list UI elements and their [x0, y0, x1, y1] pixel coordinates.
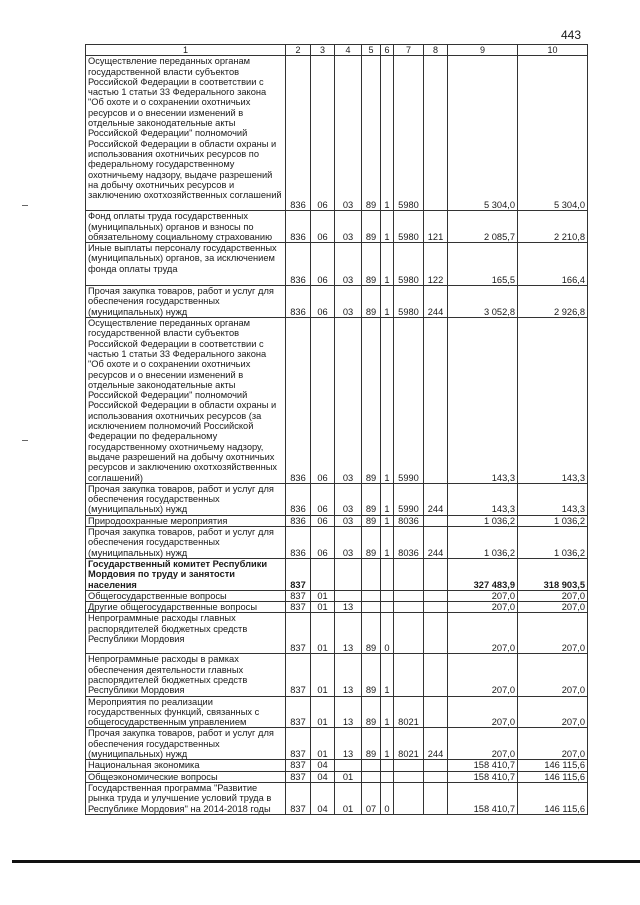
value-cell: 5990	[394, 483, 424, 515]
value-cell: 327 483,9	[448, 558, 518, 590]
value-cell: 04	[311, 771, 335, 782]
value-cell	[424, 318, 448, 484]
value-cell	[311, 558, 335, 590]
value-cell	[335, 590, 362, 601]
value-cell: 89	[362, 696, 381, 728]
value-cell: 5980	[394, 211, 424, 243]
header-cell: 8	[424, 45, 448, 56]
value-cell: 2 210,8	[518, 211, 588, 243]
header-cell: 6	[381, 45, 394, 56]
value-cell: 5 304,0	[448, 56, 518, 211]
value-cell: 89	[362, 56, 381, 211]
value-cell: 5980	[394, 243, 424, 286]
value-cell	[362, 602, 381, 613]
value-cell: 89	[362, 527, 381, 559]
row-name-cell: Фонд оплаты труда государственных (муниципальных) органов и взносы по обязательному социальному страхованию	[86, 211, 286, 243]
value-cell	[424, 602, 448, 613]
value-cell: 89	[362, 286, 381, 318]
value-cell: 207,0	[448, 613, 518, 654]
table-row	[86, 558, 588, 590]
value-cell: 01	[335, 782, 362, 814]
value-cell: 207,0	[518, 590, 588, 601]
value-cell: 158 410,7	[448, 760, 518, 771]
value-cell: 244	[424, 728, 448, 760]
header-row	[86, 45, 588, 56]
value-cell	[424, 56, 448, 211]
value-cell: 837	[286, 590, 311, 601]
value-cell: 165,5	[448, 243, 518, 286]
value-cell: 5980	[394, 56, 424, 211]
value-cell: 1	[381, 527, 394, 559]
value-cell: 837	[286, 728, 311, 760]
row-name-cell: Государственная программа "Развитие рынка труда и улучшение условий труда в Республике Мордовия" на 2014-2018 годы	[86, 782, 286, 814]
row-name-cell: Осуществление переданных органам государственной власти субъектов Российской Федерации в соответствии с частью 1 статьи 33 Федерального закона "Об охоте и о сохранении охотничьих ресурсов и о внесении изменений в отдельные законодательные акты Российской Федерации" полномочий Российской Федерации в области охраны и использования охотничьих ресурсов по федеральному государственному охотничьему надзору, выдаче разрешений на добычу охотничьих ресурсов и заключению охотхозяйственных соглашений	[86, 56, 286, 211]
value-cell: 1	[381, 654, 394, 696]
row-name-cell: Прочая закупка товаров, работ и услуг для обеспечения государственных (муниципальных) нужд	[86, 527, 286, 559]
value-cell	[394, 782, 424, 814]
header-cell: 3	[311, 45, 335, 56]
row-name-cell: Прочая закупка товаров, работ и услуг для обеспечения государственных (муниципальных) нужд	[86, 728, 286, 760]
value-cell: 146 115,6	[518, 760, 588, 771]
value-cell: 01	[311, 728, 335, 760]
value-cell: 837	[286, 558, 311, 590]
row-name-cell: Природоохранные мероприятия	[86, 515, 286, 526]
value-cell: 03	[335, 286, 362, 318]
value-cell: 207,0	[518, 696, 588, 728]
value-cell: 06	[311, 515, 335, 526]
table-row	[86, 56, 588, 211]
value-cell: 836	[286, 318, 311, 484]
value-cell: 0	[381, 613, 394, 654]
value-cell: 01	[311, 696, 335, 728]
value-cell: 5990	[394, 318, 424, 484]
value-cell	[424, 696, 448, 728]
value-cell: 1	[381, 56, 394, 211]
value-cell: 143,3	[448, 318, 518, 484]
value-cell	[362, 771, 381, 782]
row-name-cell: Общегосударственные вопросы	[86, 590, 286, 601]
value-cell	[381, 771, 394, 782]
row-name-cell: Общеэкономические вопросы	[86, 771, 286, 782]
value-cell: 89	[362, 483, 381, 515]
value-cell	[381, 602, 394, 613]
value-cell: 121	[424, 211, 448, 243]
row-name-cell: Прочая закупка товаров, работ и услуг для обеспечения государственных (муниципальных) нужд	[86, 483, 286, 515]
value-cell: 89	[362, 211, 381, 243]
value-cell: 03	[335, 527, 362, 559]
value-cell: 244	[424, 527, 448, 559]
table-row	[86, 527, 588, 559]
table-row	[86, 602, 588, 613]
value-cell: 89	[362, 728, 381, 760]
row-name-cell: Национальная экономика	[86, 760, 286, 771]
value-cell: 836	[286, 243, 311, 286]
value-cell: 03	[335, 318, 362, 484]
value-cell: 837	[286, 760, 311, 771]
value-cell: 89	[362, 318, 381, 484]
row-name-cell: Другие общегосударственные вопросы	[86, 602, 286, 613]
value-cell: 207,0	[518, 613, 588, 654]
page-number: 443	[561, 28, 582, 42]
value-cell	[381, 590, 394, 601]
value-cell: 06	[311, 527, 335, 559]
margin-mark	[22, 440, 28, 441]
value-cell: 1	[381, 728, 394, 760]
value-cell	[362, 760, 381, 771]
value-cell	[424, 760, 448, 771]
value-cell: 158 410,7	[448, 782, 518, 814]
value-cell: 837	[286, 696, 311, 728]
header-cell: 10	[518, 45, 588, 56]
value-cell: 143,3	[518, 483, 588, 515]
value-cell: 01	[335, 771, 362, 782]
table-row	[86, 483, 588, 515]
table-row	[86, 243, 588, 286]
margin-mark	[22, 205, 28, 206]
value-cell: 3 052,8	[448, 286, 518, 318]
value-cell: 89	[362, 243, 381, 286]
value-cell: 143,3	[518, 318, 588, 484]
header-cell: 5	[362, 45, 381, 56]
value-cell: 04	[311, 760, 335, 771]
value-cell: 03	[335, 483, 362, 515]
header-cell: 9	[448, 45, 518, 56]
value-cell	[335, 558, 362, 590]
value-cell: 06	[311, 211, 335, 243]
value-cell: 01	[311, 590, 335, 601]
value-cell: 03	[335, 515, 362, 526]
value-cell: 207,0	[448, 602, 518, 613]
row-name-cell: Непрограммные расходы главных распорядителей бюджетных средств Республики Мордовия	[86, 613, 286, 654]
value-cell: 146 115,6	[518, 771, 588, 782]
value-cell	[394, 602, 424, 613]
header-cell: 4	[335, 45, 362, 56]
value-cell	[394, 771, 424, 782]
value-cell: 89	[362, 515, 381, 526]
value-cell	[394, 558, 424, 590]
value-cell: 1 036,2	[448, 527, 518, 559]
value-cell: 837	[286, 782, 311, 814]
value-cell: 13	[335, 602, 362, 613]
value-cell: 01	[311, 602, 335, 613]
value-cell: 8021	[394, 728, 424, 760]
value-cell	[362, 590, 381, 601]
row-name-cell: Государственный комитет Республики Мордовия по труду и занятости населения	[86, 558, 286, 590]
value-cell: 8036	[394, 515, 424, 526]
table-row	[86, 728, 588, 760]
value-cell: 122	[424, 243, 448, 286]
value-cell: 836	[286, 527, 311, 559]
value-cell	[424, 782, 448, 814]
value-cell: 06	[311, 243, 335, 286]
value-cell: 207,0	[448, 654, 518, 696]
value-cell: 207,0	[518, 728, 588, 760]
value-cell: 837	[286, 613, 311, 654]
value-cell: 1	[381, 243, 394, 286]
row-name-cell: Непрограммные расходы в рамках обеспечения деятельности главных распорядителей бюджетных средств Республики Мордовия	[86, 654, 286, 696]
value-cell: 06	[311, 286, 335, 318]
value-cell: 1	[381, 696, 394, 728]
value-cell: 207,0	[518, 602, 588, 613]
value-cell: 07	[362, 782, 381, 814]
table-row	[86, 760, 588, 771]
table-row	[86, 782, 588, 814]
value-cell	[394, 613, 424, 654]
value-cell: 146 115,6	[518, 782, 588, 814]
row-name-cell: Иные выплаты персоналу государственных (муниципальных) органов, за исключением фонда оплаты труда	[86, 243, 286, 286]
header-cell: 2	[286, 45, 311, 56]
value-cell: 1 036,2	[518, 515, 588, 526]
value-cell: 1	[381, 483, 394, 515]
value-cell	[335, 760, 362, 771]
value-cell: 1	[381, 286, 394, 318]
table-row	[86, 590, 588, 601]
value-cell: 06	[311, 318, 335, 484]
value-cell: 2 085,7	[448, 211, 518, 243]
value-cell: 1	[381, 211, 394, 243]
value-cell	[424, 590, 448, 601]
table-row	[86, 286, 588, 318]
value-cell: 0	[381, 782, 394, 814]
value-cell: 13	[335, 696, 362, 728]
value-cell: 01	[311, 654, 335, 696]
value-cell: 837	[286, 654, 311, 696]
row-name-cell: Прочая закупка товаров, работ и услуг для обеспечения государственных (муниципальных) нужд	[86, 286, 286, 318]
value-cell: 03	[335, 243, 362, 286]
value-cell: 244	[424, 286, 448, 318]
value-cell: 1 036,2	[518, 527, 588, 559]
value-cell	[362, 558, 381, 590]
value-cell	[381, 558, 394, 590]
value-cell: 06	[311, 56, 335, 211]
bottom-rule	[12, 860, 640, 863]
value-cell	[424, 515, 448, 526]
value-cell: 836	[286, 211, 311, 243]
value-cell: 244	[424, 483, 448, 515]
value-cell: 836	[286, 56, 311, 211]
value-cell	[424, 558, 448, 590]
table-row	[86, 696, 588, 728]
value-cell: 03	[335, 211, 362, 243]
table-row	[86, 654, 588, 696]
value-cell: 5980	[394, 286, 424, 318]
header-cell: 1	[86, 45, 286, 56]
value-cell: 1 036,2	[448, 515, 518, 526]
value-cell: 13	[335, 654, 362, 696]
value-cell: 2 926,8	[518, 286, 588, 318]
value-cell: 837	[286, 602, 311, 613]
value-cell: 13	[335, 728, 362, 760]
value-cell: 836	[286, 515, 311, 526]
value-cell: 04	[311, 782, 335, 814]
value-cell: 1	[381, 318, 394, 484]
value-cell	[394, 590, 424, 601]
value-cell: 836	[286, 483, 311, 515]
budget-table	[85, 44, 588, 815]
value-cell: 89	[362, 654, 381, 696]
value-cell: 8036	[394, 527, 424, 559]
table-row	[86, 211, 588, 243]
value-cell: 207,0	[448, 696, 518, 728]
table-row	[86, 515, 588, 526]
value-cell	[424, 613, 448, 654]
value-cell: 01	[311, 613, 335, 654]
header-cell: 7	[394, 45, 424, 56]
value-cell	[394, 760, 424, 771]
value-cell: 166,4	[518, 243, 588, 286]
value-cell: 207,0	[448, 590, 518, 601]
value-cell: 5 304,0	[518, 56, 588, 211]
value-cell: 89	[362, 613, 381, 654]
table-row	[86, 771, 588, 782]
table-row	[86, 318, 588, 484]
value-cell	[394, 654, 424, 696]
value-cell: 207,0	[448, 728, 518, 760]
value-cell: 143,3	[448, 483, 518, 515]
value-cell: 207,0	[518, 654, 588, 696]
value-cell: 318 903,5	[518, 558, 588, 590]
value-cell: 1	[381, 515, 394, 526]
value-cell: 158 410,7	[448, 771, 518, 782]
value-cell	[424, 654, 448, 696]
value-cell: 836	[286, 286, 311, 318]
value-cell: 8021	[394, 696, 424, 728]
row-name-cell: Осуществление переданных органам государственной власти субъектов Российской Федерации в соответствии с частью 1 статьи 33 Федерального закона "Об охоте и о сохранении охотничьих ресурсов и о внесении изменений в отдельные законодательные акты Российской Федерации" полномочий Российской Федерации в области охраны и использования охотничьих ресурсов (за исключением полномочий Российской Федерации по федеральному государственному охотничьему надзору, выдаче разрешений на добычу охотничьих ресурсов и заключению охотхозяйственных соглашений)	[86, 318, 286, 484]
value-cell: 03	[335, 56, 362, 211]
row-name-cell: Мероприятия по реализации государственных функций, связанных с общегосударственным управлением	[86, 696, 286, 728]
value-cell: 13	[335, 613, 362, 654]
value-cell	[424, 771, 448, 782]
value-cell: 06	[311, 483, 335, 515]
table-row	[86, 613, 588, 654]
value-cell: 837	[286, 771, 311, 782]
value-cell	[381, 760, 394, 771]
